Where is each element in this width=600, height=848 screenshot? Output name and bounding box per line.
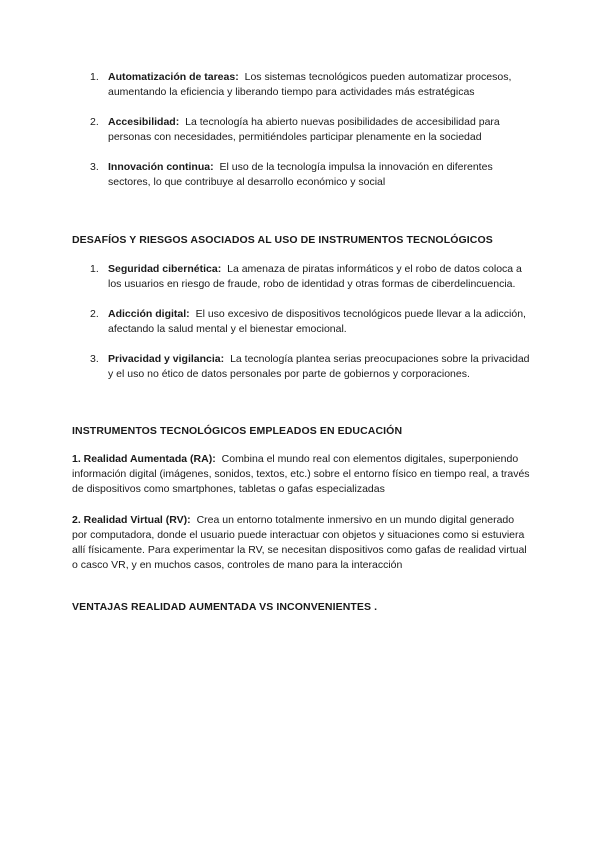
paragraph-ra (72, 452, 532, 497)
list-item (90, 160, 530, 190)
list-number: 3. (90, 161, 99, 173)
paragraph-text: Crea un entorno totalmente inmersivo en un mundo digital generado por computadora, donde el usuario puede interactuar con objetos y situaciones como si estuviera allí físicamente. Para experimentar la RV, se necesitan dispositivos como gafas de realidad virtual o casco VR, y en muchos casos, controles de mano para la interacción (72, 514, 527, 571)
list-item (90, 307, 530, 337)
paragraph-rv (72, 513, 532, 573)
risks-list (90, 262, 530, 397)
list-term: Adicción digital: (108, 308, 190, 320)
list-number: 1. (90, 263, 99, 275)
list-text: La amenaza de piratas informáticos y el robo de datos coloca a los usuarios en riesgo de fraude, robo de identidad y otras formas de ciberdelincuencia. (108, 263, 522, 290)
paragraph-term: 1. Realidad Aumentada (RA): (72, 453, 216, 465)
list-number: 3. (90, 353, 99, 365)
benefits-list (90, 70, 530, 205)
list-text: Los sistemas tecnológicos pueden automatizar procesos, aumentando la eficiencia y liberando tiempo para actividades más estratégicas (108, 71, 512, 98)
list-number: 2. (90, 116, 99, 128)
list-text: El uso excesivo de dispositivos tecnológicos puede llevar a la adicción, afectando la salud mental y el bienestar emocional. (108, 308, 526, 335)
list-number: 2. (90, 308, 99, 320)
list-item (90, 115, 530, 145)
list-term: Innovación continua: (108, 161, 214, 173)
list-term: Automatización de tareas: (108, 71, 239, 83)
section-heading-advantages: VENTAJAS REALIDAD AUMENTADA VS INCONVENIENTES . (72, 601, 378, 613)
section-heading-risks: DESAFÍOS Y RIESGOS ASOCIADOS AL USO DE INSTRUMENTOS TECNOLÓGICOS (72, 234, 493, 246)
list-text: La tecnología plantea serias preocupaciones sobre la privacidad y el uso no ético de datos personales por parte de gobiernos y corporaciones. (108, 353, 530, 380)
list-item (90, 262, 530, 292)
list-text: La tecnología ha abierto nuevas posibilidades de accesibilidad para personas con necesidades, permitiéndoles participar plenamente en la sociedad (108, 116, 500, 143)
list-item (90, 352, 530, 382)
paragraph-term: 2. Realidad Virtual (RV): (72, 514, 191, 526)
list-term: Seguridad cibernética: (108, 263, 222, 275)
list-text: El uso de la tecnología impulsa la innovación en diferentes sectores, lo que contribuye al desarrollo económico y social (108, 161, 493, 188)
paragraph-text: Combina el mundo real con elementos digitales, superponiendo información digital (imágenes, sonidos, textos, etc.) sobre el entorno físico en tiempo real, a través de dispositivos como smartphones, tabletas o gafas especializadas (72, 453, 530, 495)
section-heading-education: INSTRUMENTOS TECNOLÓGICOS EMPLEADOS EN EDUCACIÓN (72, 425, 403, 437)
list-term: Privacidad y vigilancia: (108, 353, 225, 365)
list-item (90, 70, 530, 100)
list-term: Accesibilidad: (108, 116, 180, 128)
list-number: 1. (90, 71, 99, 83)
